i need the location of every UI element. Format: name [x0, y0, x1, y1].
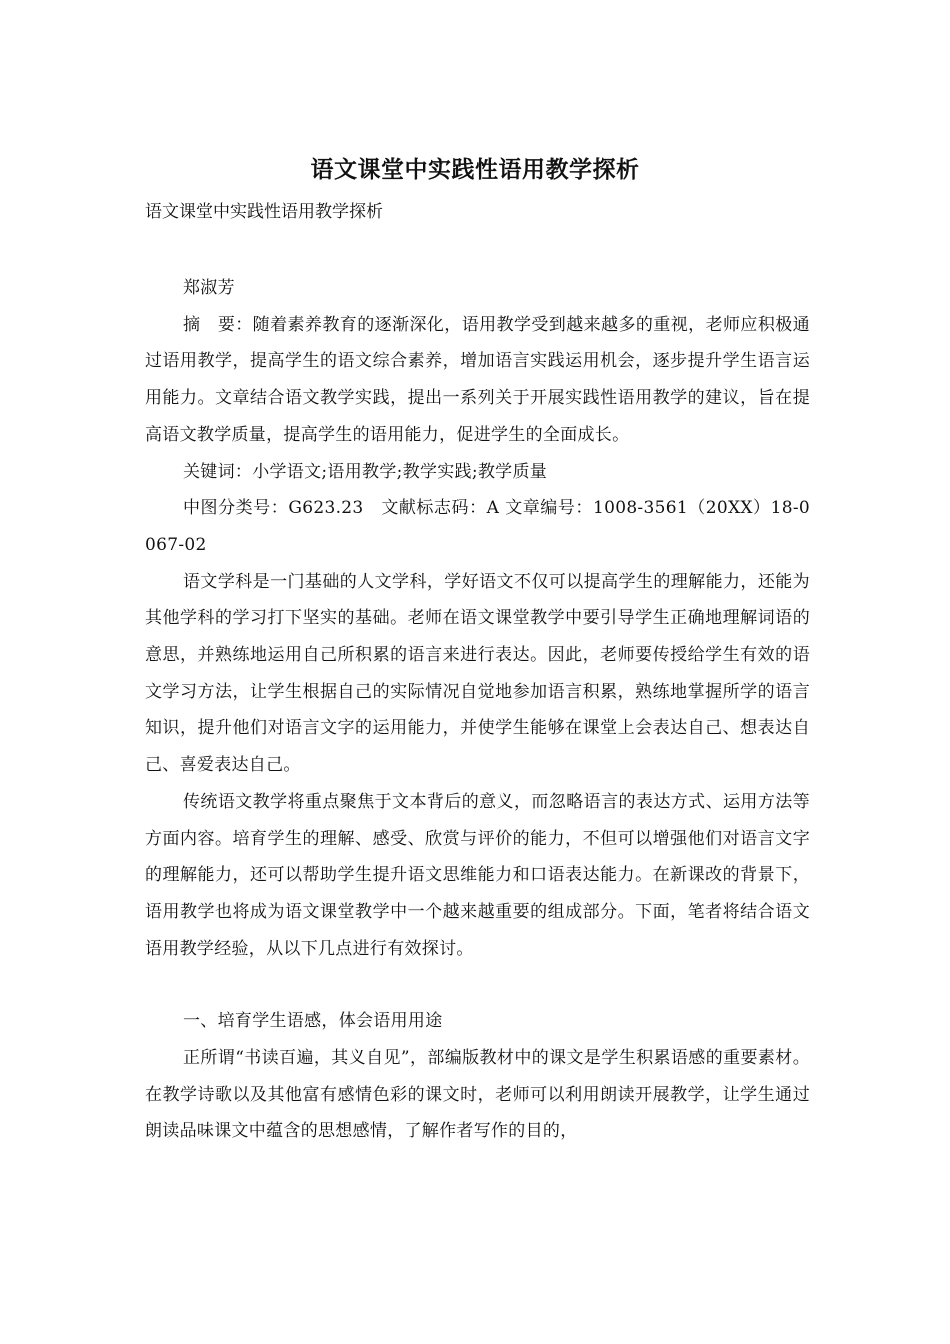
section-spacer [145, 967, 810, 1003]
document-body [145, 270, 810, 1150]
document-title: 语文课堂中实践性语用教学探析 [310, 156, 640, 183]
body-paragraph: 正所谓“书读百遍，其义自见”，部编版教材中的课文是学生积累语感的重要素材。在教学诗歌以及其他富有感情色彩的课文时，老师可以利用朗读开展教学，让学生通过朗读品味课文中蕴含的思想感情，了解作者写作的目的， [145, 1048, 810, 1142]
keywords-line: 关键词：小学语文;语用教学;教学实践;教学质量 [183, 461, 548, 482]
abstract-paragraph: 摘 要：随着素养教育的逐渐深化，语用教学受到越来越多的重视，老师应积极通过语用教学，提高学生的语文综合素养，增加语言实践运用机会，逐步提升学生语言运用能力。文章结合语文教学实践，提出一系列关于开展实践性语用教学的建议，旨在提高语文教学质量，提高学生的语用能力，促进学生的全面成长。 [145, 314, 810, 445]
author-name: 郑淑芳 [183, 278, 235, 298]
body-paragraph: 传统语文教学将重点聚焦于文本背后的意义，而忽略语言的表达方式、运用方法等方面内容。培育学生的理解、感受、欣赏与评价的能力，不但可以增强他们对语言文字的理解能力，还可以帮助学生提升语文思维能力和口语表达能力。在新课改的背景下，语用教学也将成为语文课堂教学中一个越来越重要的组成部分。下面，笔者将结合语文语用教学经验，从以下几点进行有效探讨。 [145, 791, 810, 959]
section-heading: 一、培育学生语感，体会语用用途 [183, 1011, 443, 1032]
body-paragraph: 语文学科是一门基础的人文学科，学好语文不仅可以提高学生的理解能力，还能为其他学科的学习打下坚实的基础。老师在语文课堂教学中要引导学生正确地理解词语的意思，并熟练地运用自己所积累的语言来进行表达。因此，老师要传授给学生有效的语文学习方法，让学生根据自己的实际情况自觉地参加语言积累，熟练地掌握所学的语言知识，提升他们对语言文字的运用能力，并使学生能够在课堂上会表达自己、想表达自己、喜爱表达自己。 [145, 571, 810, 776]
classification-line: 中图分类号：G623.23 文献标志码：A 文章编号：1008-3561（20XX）18-0067-02 [145, 498, 810, 555]
document-subtitle: 语文课堂中实践性语用教学探析 [145, 202, 383, 222]
